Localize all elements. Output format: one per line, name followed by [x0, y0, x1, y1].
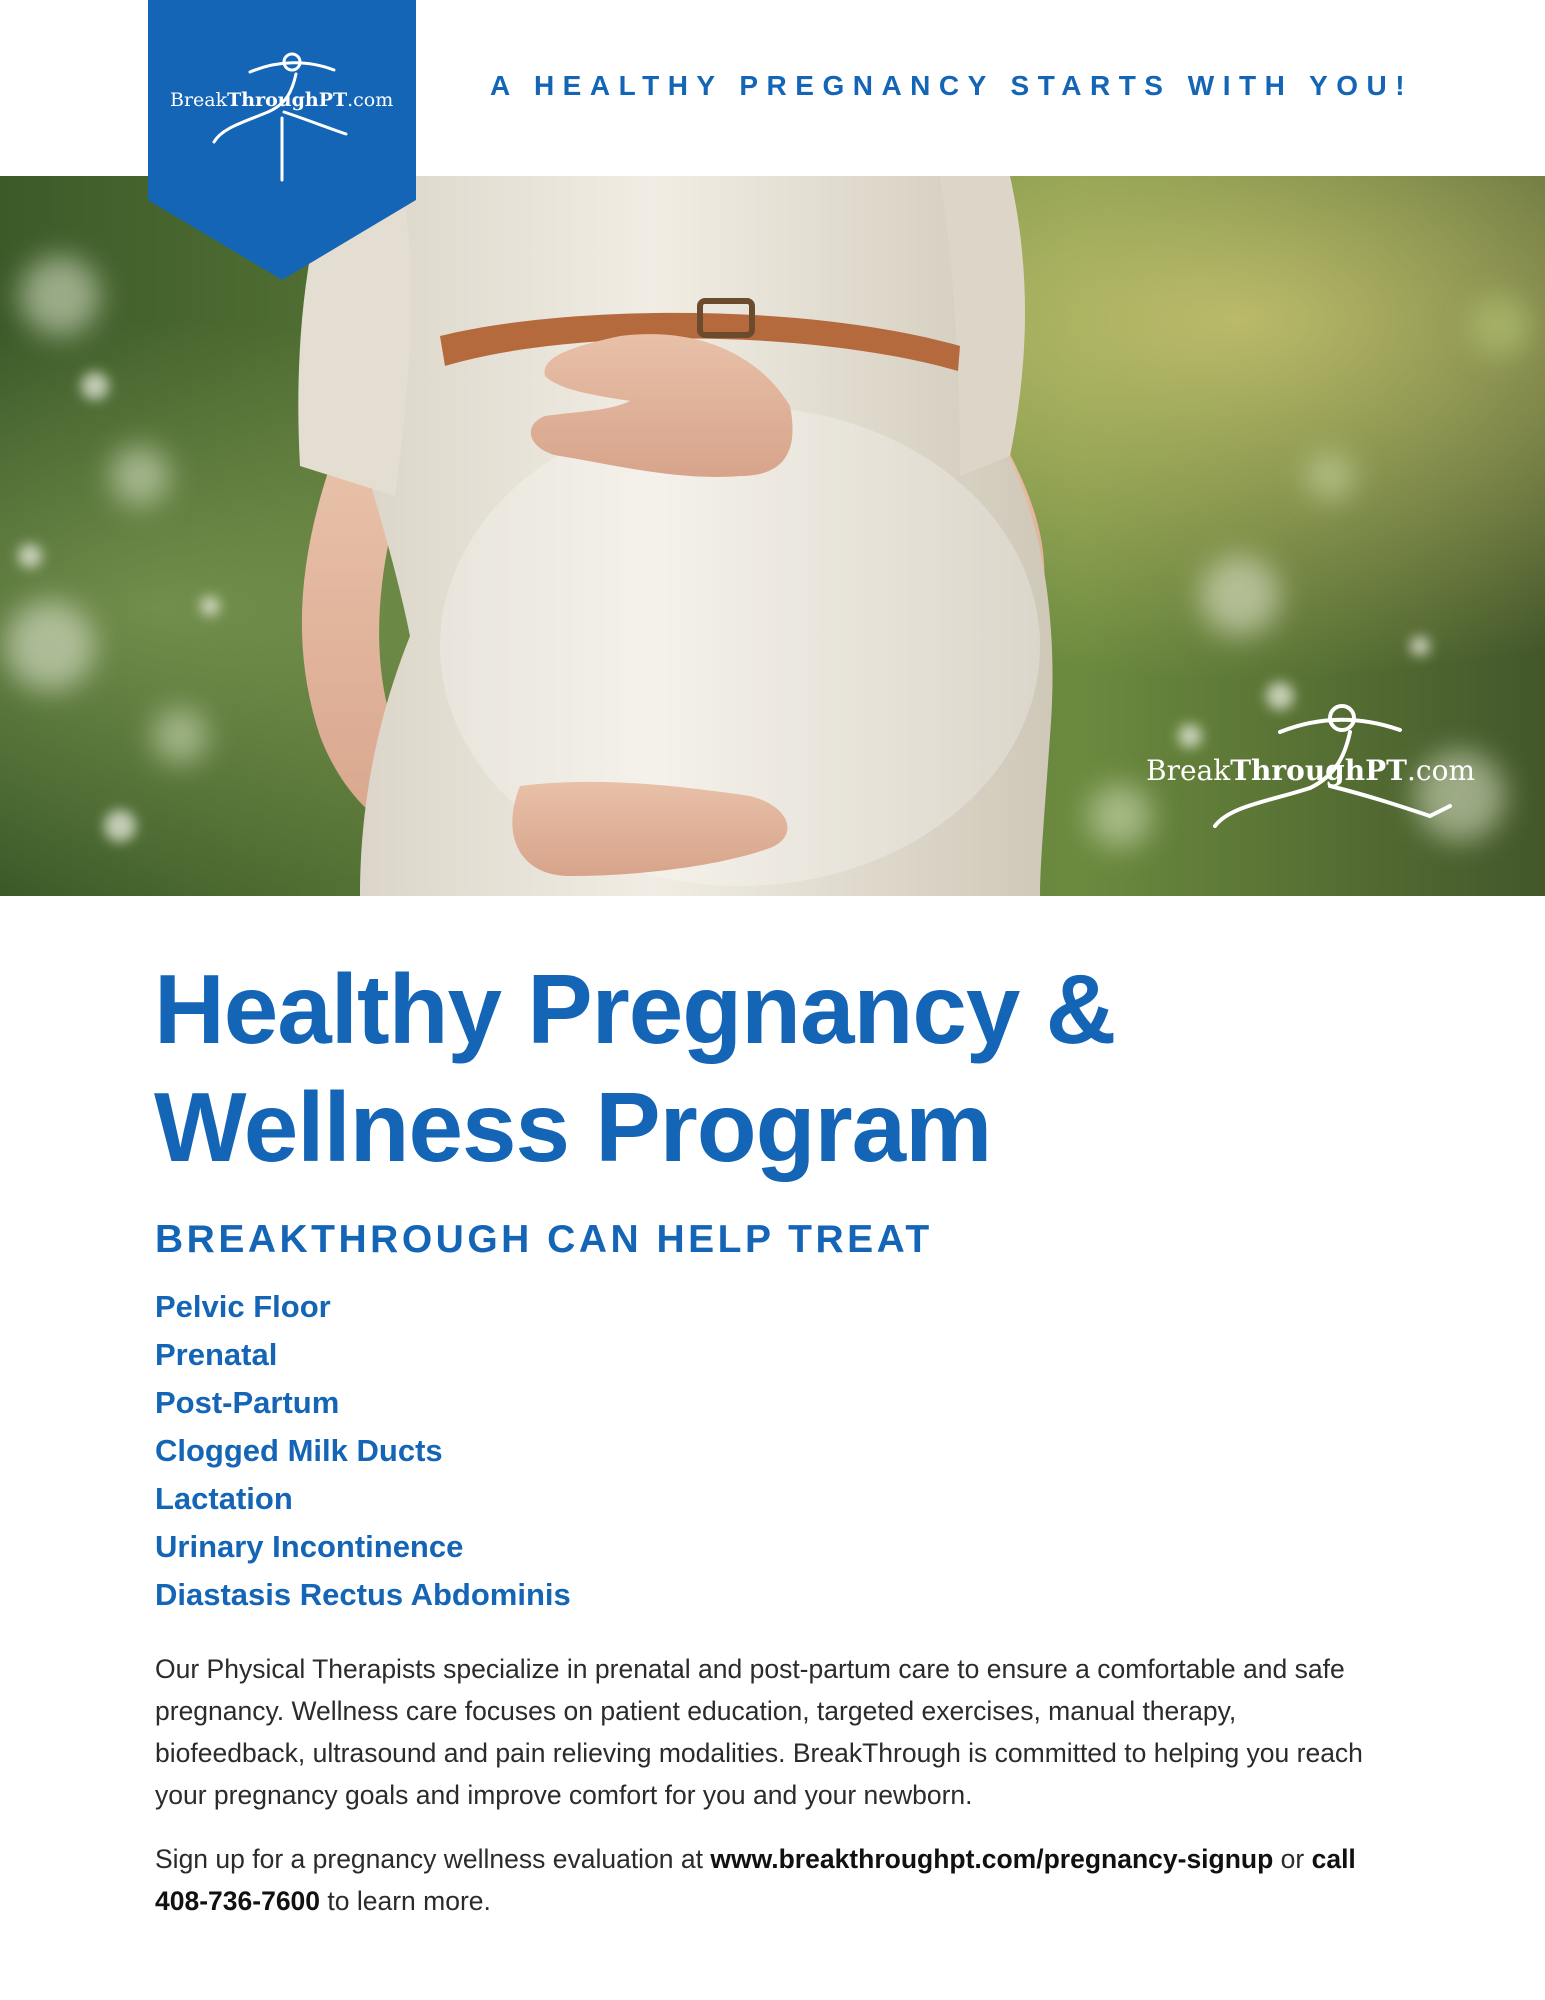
signup-paragraph: [155, 1838, 1385, 1922]
tagline: A HEALTHY PREGNANCY STARTS WITH YOU!: [490, 70, 1414, 101]
banner-brand-bold: ThroughPT: [227, 89, 348, 111]
description-paragraph: Our Physical Therapists specialize in prenatal and post-partum care to ensure a comfortable and safe pregnancy. Wellness care focuses on patient education, targeted exercises, manual therapy, biofeedback, ultrasound and pain relieving modalities. BreakThrough is committed to helping you reach your pregnancy goals and improve comfort for you and your newborn.: [155, 1654, 1363, 1810]
banner-brand-post: .com: [347, 89, 394, 111]
list-item: Diastasis Rectus Abdominis: [155, 1577, 571, 1612]
list-item: Lactation: [155, 1481, 293, 1516]
watermark-brand-pre: Break: [1146, 754, 1231, 787]
list-item: Clogged Milk Ducts: [155, 1433, 443, 1468]
signup-suffix: to learn more.: [320, 1886, 491, 1916]
watermark-brand-bold: ThroughPT: [1230, 754, 1408, 787]
svg-text:BreakThroughPT.com: [1146, 754, 1475, 787]
banner-logo: [148, 0, 416, 280]
signup-prefix: Sign up for a pregnancy wellness evaluation at: [155, 1844, 711, 1874]
page-title: [154, 950, 1454, 1186]
signup-or: or: [1273, 1844, 1312, 1874]
watermark-logo: [1130, 696, 1510, 856]
watermark-brand-post: .com: [1407, 754, 1476, 787]
list-item: Post-Partum: [155, 1385, 340, 1420]
section-heading: BREAKTHROUGH CAN HELP TREAT: [155, 1218, 933, 1261]
banner-brand-pre: Break: [170, 89, 228, 111]
signup-link[interactable]: www.breakthroughpt.com/pregnancy-signup: [710, 1844, 1274, 1874]
conditions-list: [155, 1283, 571, 1619]
hero-photo: [0, 176, 1545, 896]
list-item: Prenatal: [155, 1337, 278, 1372]
title-line-2: Wellness Program: [154, 1072, 992, 1182]
svg-text:BreakThroughPT.com: [170, 89, 393, 111]
brand-banner[interactable]: [148, 0, 416, 280]
list-item: Pelvic Floor: [155, 1289, 331, 1324]
list-item: Urinary Incontinence: [155, 1529, 464, 1564]
phone-link[interactable]: call 408-736-7600: [155, 1844, 1356, 1916]
title-line-1: Healthy Pregnancy &: [154, 954, 1116, 1064]
